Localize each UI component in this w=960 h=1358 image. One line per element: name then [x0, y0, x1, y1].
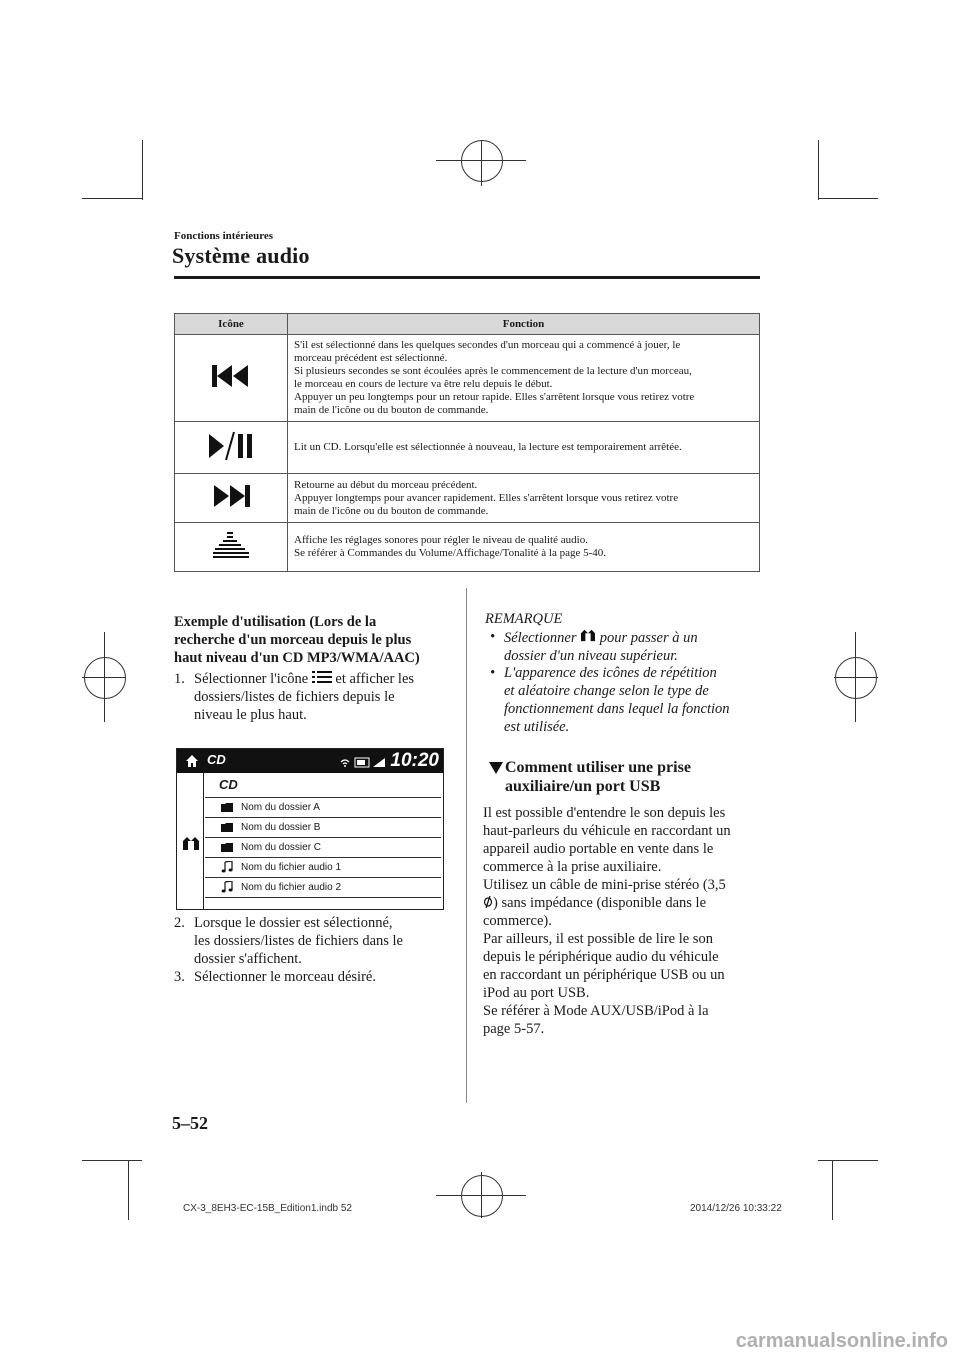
folder-icon: [221, 842, 233, 852]
table-header-row: [175, 314, 760, 335]
list-icon: [312, 670, 332, 684]
table-row: [175, 335, 760, 422]
equalizer-icon: [211, 530, 251, 560]
music-note-icon: [221, 861, 233, 873]
table-cell-line: morceau précédent est sélectionné.: [294, 352, 448, 364]
table-row: [175, 422, 760, 474]
aux-usb-body: Il est possible d'entendre le son depuis les haut-parleurs du véhicule en raccordant un appareil audio portable en vente dans le commerce à la prise auxiliaire. Utilisez un câble de mini-prise stéréo (3,5 ) sans impédance (disponible dans le commerce). Par ailleurs, il est possible de lire le son depuis le périphérique audio du véhicule en raccordant un périphérique USB ou un iPod au port USB. Se référer à Mode AUX/USB/iPod à la page 5-57.: [483, 805, 731, 1037]
triangle-down-icon: [489, 762, 503, 774]
table-cell-line: le morceau en cours de lecture va être relu depuis le début.: [294, 378, 553, 390]
table-row: [175, 523, 760, 572]
table-cell-line: Si plusieurs secondes se sont écoulées après le commencement de la lecture d'un morceau,: [294, 365, 692, 377]
previous-track-icon: [210, 363, 252, 389]
page-title: Système audio: [172, 243, 310, 268]
cd-browse-screen: [176, 748, 444, 910]
table-cell-line: main de l'icône ou du bouton de commande.: [294, 404, 489, 416]
music-note-icon: [221, 881, 233, 893]
section-label: Fonctions intérieures: [174, 230, 274, 242]
list-item[interactable]: Nom du dossier B: [205, 817, 441, 837]
col-icon-header: Icône: [175, 314, 288, 335]
home-icon: [185, 754, 199, 768]
table-cell-line: Affiche les réglages sonores pour régler le niveau de qualité audio.: [294, 534, 588, 546]
list-item[interactable]: Nom du fichier audio 1: [205, 857, 441, 877]
diameter-symbol-icon: [483, 895, 493, 909]
up-level-icon: [182, 835, 200, 851]
section-heading: Comment utiliser une prise auxiliaire/un port USB: [485, 758, 761, 796]
table-cell-line: Appuyer un peu longtemps pour un retour rapide. Elles s'arrêtent lorsque vous retirez votre: [294, 391, 695, 403]
list-item[interactable]: Nom du dossier A: [205, 797, 441, 817]
folder-icon: [221, 802, 233, 812]
title-rule: [174, 276, 760, 279]
imprint-file: CX-3_8EH3-EC-15B_Edition1.indb 52: [183, 1203, 352, 1214]
table-cell-line: Se référer à Commandes du Volume/Affichage/Tonalité à la page 5-40.: [294, 547, 607, 559]
screen-heading: CD: [219, 777, 238, 792]
screen-side-panel: [177, 773, 204, 909]
folder-icon: [221, 822, 233, 832]
table-cell-line: S'il est sélectionné dans les quelques secondes d'un morceau qui a commencé à jouer, le: [294, 339, 681, 351]
list-item[interactable]: Nom du fichier audio 2: [205, 877, 441, 898]
example-subheading: Exemple d'utilisation (Lors de la recherche d'un morceau depuis le plus haut niveau d'un CD MP3/WMA/AAC): [174, 614, 420, 666]
up-level-icon: [580, 628, 596, 642]
list-item[interactable]: Nom du dossier C: [205, 837, 441, 857]
col-function-header: Fonction: [288, 314, 760, 335]
watermark: carmanualsonline.info: [735, 1330, 948, 1352]
table-row: [175, 474, 760, 523]
play-pause-icon: [206, 430, 256, 462]
table-cell-line: Appuyer longtemps pour avancer rapidement. Elles s'arrêtent lorsque vous retirez votre: [294, 491, 679, 504]
screen-status-bar: [177, 749, 443, 773]
imprint-timestamp: 2014/12/26 10:33:22: [690, 1203, 782, 1214]
page-number: 5–52: [172, 1113, 208, 1133]
signal-icon: [339, 755, 389, 769]
table-cell-line: Retourne au début du morceau précédent.: [294, 478, 478, 491]
column-divider: [466, 588, 467, 1103]
table-cell-line: Lit un CD. Lorsqu'elle est sélectionnée à nouveau, la lecture est temporairement arrêtée.: [294, 441, 682, 453]
table-cell-line: main de l'icône ou du bouton de commande.: [294, 504, 489, 517]
next-track-icon: [210, 483, 252, 509]
screen-source-label: CD: [207, 752, 226, 767]
remark-title: REMARQUE: [485, 611, 563, 627]
function-table: [174, 313, 760, 572]
screen-clock: 10:20: [390, 750, 439, 771]
